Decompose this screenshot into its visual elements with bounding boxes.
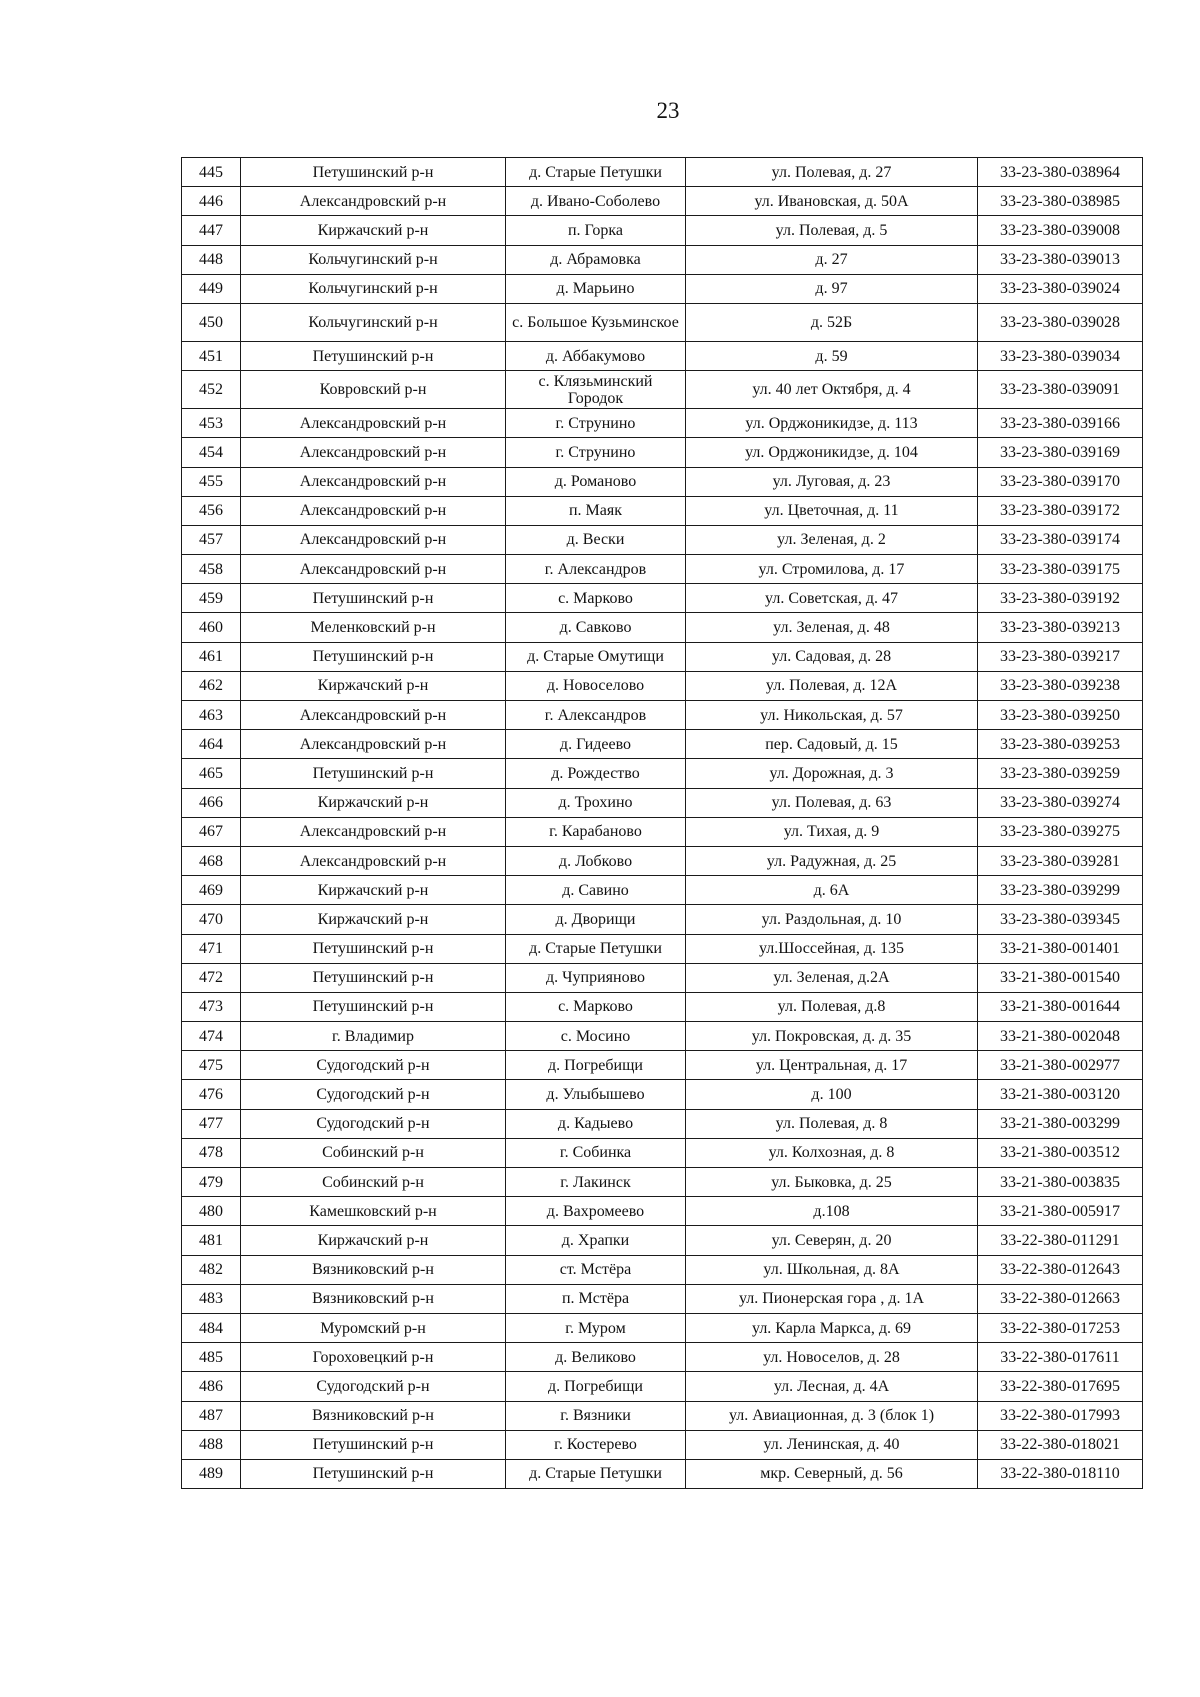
table-row <box>182 642 1143 671</box>
address-cell: ул. Школьная, д. 8А <box>686 1255 978 1284</box>
row-number-cell: 466 <box>182 788 241 817</box>
address-cell: ул. Новоселов, д. 28 <box>686 1343 978 1372</box>
cadastral-code-cell: 33-23-380-039274 <box>978 788 1143 817</box>
address-cell: ул. Ивановская, д. 50А <box>686 187 978 216</box>
district-cell: Камешковский р-н <box>241 1197 506 1226</box>
row-number-cell: 473 <box>182 992 241 1021</box>
settlement-cell: д. Вески <box>506 525 686 554</box>
address-cell: ул. Луговая, д. 23 <box>686 467 978 496</box>
table-row <box>182 341 1143 370</box>
row-number-cell: 448 <box>182 245 241 274</box>
district-cell: Петушинский р-н <box>241 341 506 370</box>
settlement-cell: д. Трохино <box>506 788 686 817</box>
row-number-cell: 463 <box>182 701 241 730</box>
settlement-cell: д. Старые Омутищи <box>506 642 686 671</box>
row-number-cell: 446 <box>182 187 241 216</box>
table-row <box>182 467 1143 496</box>
cadastral-code-cell: 33-22-380-012663 <box>978 1284 1143 1313</box>
cadastral-code-cell: 33-23-380-039259 <box>978 759 1143 788</box>
row-number-cell: 468 <box>182 846 241 875</box>
district-cell: Собинский р-н <box>241 1138 506 1167</box>
address-cell: д. 97 <box>686 274 978 303</box>
settlement-cell: г. Вязники <box>506 1401 686 1430</box>
row-number-cell: 482 <box>182 1255 241 1284</box>
settlement-cell: д. Дворищи <box>506 905 686 934</box>
district-cell: Судогодский р-н <box>241 1051 506 1080</box>
settlement-cell: г. Муром <box>506 1313 686 1342</box>
settlement-cell: с. Марково <box>506 992 686 1021</box>
row-number-cell: 447 <box>182 216 241 245</box>
address-cell: мкр. Северный, д. 56 <box>686 1459 978 1488</box>
row-number-cell: 487 <box>182 1401 241 1430</box>
settlement-cell: д. Храпки <box>506 1226 686 1255</box>
settlement-cell: г. Карабаново <box>506 817 686 846</box>
row-number-cell: 484 <box>182 1313 241 1342</box>
table-row <box>182 1168 1143 1197</box>
address-cell: ул. Колхозная, д. 8 <box>686 1138 978 1167</box>
row-number-cell: 453 <box>182 409 241 438</box>
settlement-cell: п. Мстёра <box>506 1284 686 1313</box>
row-number-cell: 461 <box>182 642 241 671</box>
cadastral-code-cell: 33-23-380-039299 <box>978 876 1143 905</box>
table-row <box>182 525 1143 554</box>
address-cell: ул. Зеленая, д. 2 <box>686 525 978 554</box>
table-row <box>182 1051 1143 1080</box>
table-row <box>182 158 1143 187</box>
table-row <box>182 438 1143 467</box>
settlement-cell: д. Чуприяново <box>506 963 686 992</box>
table-row <box>182 876 1143 905</box>
table-row <box>182 788 1143 817</box>
address-cell: ул. Полевая, д. 12А <box>686 671 978 700</box>
row-number-cell: 465 <box>182 759 241 788</box>
address-cell: ул. Тихая, д. 9 <box>686 817 978 846</box>
settlement-cell: д. Савино <box>506 876 686 905</box>
district-cell: Петушинский р-н <box>241 642 506 671</box>
settlement-cell: д. Улыбышево <box>506 1080 686 1109</box>
row-number-cell: 458 <box>182 555 241 584</box>
address-cell: ул. Пионерская гора , д. 1А <box>686 1284 978 1313</box>
district-cell: Александровский р-н <box>241 409 506 438</box>
address-cell: ул. Зеленая, д. 48 <box>686 613 978 642</box>
cadastral-code-cell: 33-22-380-011291 <box>978 1226 1143 1255</box>
district-cell: Александровский р-н <box>241 555 506 584</box>
table-row <box>182 1109 1143 1138</box>
address-cell: ул. Карла Маркса, д. 69 <box>686 1313 978 1342</box>
settlement-cell: д. Лобково <box>506 846 686 875</box>
settlement-cell: с. Мосино <box>506 1022 686 1051</box>
table-row <box>182 1459 1143 1488</box>
address-cell: ул. Покровская, д. д. 35 <box>686 1022 978 1051</box>
cadastral-code-cell: 33-22-380-018021 <box>978 1430 1143 1459</box>
district-cell: Киржачский р-н <box>241 1226 506 1255</box>
cadastral-code-cell: 33-23-380-039028 <box>978 303 1143 341</box>
settlement-cell: д. Романово <box>506 467 686 496</box>
table-row <box>182 1022 1143 1051</box>
cadastral-code-cell: 33-21-380-003120 <box>978 1080 1143 1109</box>
district-cell: Петушинский р-н <box>241 992 506 1021</box>
table-row <box>182 1313 1143 1342</box>
table-row <box>182 934 1143 963</box>
page-number: 23 <box>656 98 680 123</box>
row-number-cell: 462 <box>182 671 241 700</box>
table-row <box>182 846 1143 875</box>
row-number-cell: 477 <box>182 1109 241 1138</box>
cadastral-code-cell: 33-23-380-038964 <box>978 158 1143 187</box>
address-cell: ул. Полевая, д. 5 <box>686 216 978 245</box>
table-row <box>182 1401 1143 1430</box>
table-row <box>182 992 1143 1021</box>
settlement-cell: д. Савково <box>506 613 686 642</box>
district-cell: Киржачский р-н <box>241 788 506 817</box>
settlement-cell: д. Гидеево <box>506 730 686 759</box>
address-cell: ул. Авиационная, д. 3 (блок 1) <box>686 1401 978 1430</box>
settlement-cell: д. Рождество <box>506 759 686 788</box>
address-cell: ул. Раздольная, д. 10 <box>686 905 978 934</box>
row-number-cell: 474 <box>182 1022 241 1051</box>
cadastral-code-cell: 33-23-380-039345 <box>978 905 1143 934</box>
cadastral-code-cell: 33-22-380-018110 <box>978 1459 1143 1488</box>
row-number-cell: 478 <box>182 1138 241 1167</box>
cadastral-code-cell: 33-21-380-005917 <box>978 1197 1143 1226</box>
settlement-cell: с. Марково <box>506 584 686 613</box>
table-row <box>182 1197 1143 1226</box>
address-cell: ул. Северян, д. 20 <box>686 1226 978 1255</box>
address-cell: д. 27 <box>686 245 978 274</box>
district-cell: Вязниковский р-н <box>241 1401 506 1430</box>
settlement-cell: д. Абрамовка <box>506 245 686 274</box>
registry-table-body <box>182 158 1143 1489</box>
district-cell: Меленковский р-н <box>241 613 506 642</box>
table-row <box>182 817 1143 846</box>
table-row <box>182 671 1143 700</box>
settlement-cell: д. Вахромеево <box>506 1197 686 1226</box>
table-row <box>182 759 1143 788</box>
address-cell: ул. Дорожная, д. 3 <box>686 759 978 788</box>
row-number-cell: 445 <box>182 158 241 187</box>
cadastral-code-cell: 33-23-380-039091 <box>978 371 1143 409</box>
district-cell: Петушинский р-н <box>241 584 506 613</box>
row-number-cell: 486 <box>182 1372 241 1401</box>
row-number-cell: 488 <box>182 1430 241 1459</box>
district-cell: Александровский р-н <box>241 701 506 730</box>
district-cell: Александровский р-н <box>241 846 506 875</box>
settlement-cell: ст. Мстёра <box>506 1255 686 1284</box>
cadastral-code-cell: 33-23-380-039169 <box>978 438 1143 467</box>
cadastral-code-cell: 33-21-380-002048 <box>978 1022 1143 1051</box>
settlement-cell: д. Новоселово <box>506 671 686 700</box>
cadastral-code-cell: 33-23-380-039170 <box>978 467 1143 496</box>
cadastral-code-cell: 33-23-380-039250 <box>978 701 1143 730</box>
table-row <box>182 613 1143 642</box>
cadastral-code-cell: 33-23-380-039253 <box>978 730 1143 759</box>
table-row <box>182 1430 1143 1459</box>
row-number-cell: 452 <box>182 371 241 409</box>
district-cell: Кольчугинский р-н <box>241 303 506 341</box>
district-cell: Александровский р-н <box>241 467 506 496</box>
row-number-cell: 475 <box>182 1051 241 1080</box>
table-row <box>182 1372 1143 1401</box>
table-row <box>182 245 1143 274</box>
address-cell: д. 52Б <box>686 303 978 341</box>
table-row <box>182 905 1143 934</box>
cadastral-code-cell: 33-23-380-039281 <box>978 846 1143 875</box>
row-number-cell: 451 <box>182 341 241 370</box>
row-number-cell: 467 <box>182 817 241 846</box>
cadastral-code-cell: 33-21-380-001401 <box>978 934 1143 963</box>
settlement-cell: г. Струнино <box>506 409 686 438</box>
district-cell: Киржачский р-н <box>241 876 506 905</box>
district-cell: Кольчугинский р-н <box>241 274 506 303</box>
row-number-cell: 470 <box>182 905 241 934</box>
table-row <box>182 1255 1143 1284</box>
cadastral-code-cell: 33-23-380-039238 <box>978 671 1143 700</box>
district-cell: Александровский р-н <box>241 187 506 216</box>
address-cell: ул. Никольская, д. 57 <box>686 701 978 730</box>
settlement-cell: г. Лакинск <box>506 1168 686 1197</box>
district-cell: Вязниковский р-н <box>241 1255 506 1284</box>
district-cell: Петушинский р-н <box>241 759 506 788</box>
cadastral-code-cell: 33-22-380-017611 <box>978 1343 1143 1372</box>
table-row <box>182 216 1143 245</box>
address-cell: ул. Полевая, д.8 <box>686 992 978 1021</box>
address-cell: ул. Полевая, д. 63 <box>686 788 978 817</box>
address-cell: ул. Советская, д. 47 <box>686 584 978 613</box>
cadastral-code-cell: 33-23-380-039008 <box>978 216 1143 245</box>
row-number-cell: 481 <box>182 1226 241 1255</box>
district-cell: Муромский р-н <box>241 1313 506 1342</box>
row-number-cell: 469 <box>182 876 241 905</box>
address-cell: ул. Орджоникидзе, д. 104 <box>686 438 978 467</box>
address-cell: ул. Быковка, д. 25 <box>686 1168 978 1197</box>
district-cell: Александровский р-н <box>241 525 506 554</box>
district-cell: Киржачский р-н <box>241 216 506 245</box>
row-number-cell: 457 <box>182 525 241 554</box>
settlement-cell: д. Кадыево <box>506 1109 686 1138</box>
address-cell: ул. Лесная, д. 4А <box>686 1372 978 1401</box>
row-number-cell: 456 <box>182 496 241 525</box>
table-row <box>182 1343 1143 1372</box>
address-cell: ул. Центральная, д. 17 <box>686 1051 978 1080</box>
address-cell: д. 6А <box>686 876 978 905</box>
table-row <box>182 584 1143 613</box>
settlement-cell: д. Погребищи <box>506 1051 686 1080</box>
row-number-cell: 449 <box>182 274 241 303</box>
settlement-cell: п. Маяк <box>506 496 686 525</box>
cadastral-code-cell: 33-21-380-001540 <box>978 963 1143 992</box>
cadastral-code-cell: 33-23-380-039192 <box>978 584 1143 613</box>
row-number-cell: 489 <box>182 1459 241 1488</box>
table-row <box>182 730 1143 759</box>
address-cell: д. 59 <box>686 341 978 370</box>
cadastral-code-cell: 33-22-380-017993 <box>978 1401 1143 1430</box>
district-cell: Собинский р-н <box>241 1168 506 1197</box>
cadastral-code-cell: 33-22-380-012643 <box>978 1255 1143 1284</box>
cadastral-code-cell: 33-23-380-039013 <box>978 245 1143 274</box>
district-cell: Александровский р-н <box>241 730 506 759</box>
cadastral-code-cell: 33-21-380-002977 <box>978 1051 1143 1080</box>
settlement-cell: п. Горка <box>506 216 686 245</box>
district-cell: Судогодский р-н <box>241 1109 506 1138</box>
table-row <box>182 274 1143 303</box>
district-cell: Александровский р-н <box>241 817 506 846</box>
district-cell: Кольчугинский р-н <box>241 245 506 274</box>
address-cell: ул. Цветочная, д. 11 <box>686 496 978 525</box>
row-number-cell: 485 <box>182 1343 241 1372</box>
district-cell: Вязниковский р-н <box>241 1284 506 1313</box>
row-number-cell: 459 <box>182 584 241 613</box>
table-row <box>182 701 1143 730</box>
address-cell: ул. Зеленая, д.2А <box>686 963 978 992</box>
address-cell: ул. Полевая, д. 8 <box>686 1109 978 1138</box>
cadastral-code-cell: 33-23-380-039034 <box>978 341 1143 370</box>
row-number-cell: 471 <box>182 934 241 963</box>
address-cell: д. 100 <box>686 1080 978 1109</box>
district-cell: Петушинский р-н <box>241 1430 506 1459</box>
settlement-cell: д. Старые Петушки <box>506 1459 686 1488</box>
row-number-cell: 455 <box>182 467 241 496</box>
cadastral-code-cell: 33-23-380-039213 <box>978 613 1143 642</box>
address-cell: ул.Шоссейная, д. 135 <box>686 934 978 963</box>
row-number-cell: 483 <box>182 1284 241 1313</box>
row-number-cell: 454 <box>182 438 241 467</box>
table-row <box>182 1080 1143 1109</box>
settlement-cell: д. Старые Петушки <box>506 158 686 187</box>
district-cell: Ковровский р-н <box>241 371 506 409</box>
settlement-cell: д. Аббакумово <box>506 341 686 370</box>
settlement-cell: д. Старые Петушки <box>506 934 686 963</box>
settlement-cell: д. Погребищи <box>506 1372 686 1401</box>
cadastral-code-cell: 33-21-380-003299 <box>978 1109 1143 1138</box>
address-cell: пер. Садовый, д. 15 <box>686 730 978 759</box>
row-number-cell: 472 <box>182 963 241 992</box>
district-cell: Александровский р-н <box>241 438 506 467</box>
address-cell: ул. Полевая, д. 27 <box>686 158 978 187</box>
cadastral-code-cell: 33-23-380-039166 <box>978 409 1143 438</box>
table-row <box>182 409 1143 438</box>
district-cell: Александровский р-н <box>241 496 506 525</box>
address-cell: д.108 <box>686 1197 978 1226</box>
row-number-cell: 460 <box>182 613 241 642</box>
district-cell: Киржачский р-н <box>241 905 506 934</box>
table-row <box>182 303 1143 341</box>
address-cell: ул. Радужная, д. 25 <box>686 846 978 875</box>
district-cell: Петушинский р-н <box>241 934 506 963</box>
cadastral-code-cell: 33-23-380-039024 <box>978 274 1143 303</box>
table-row <box>182 371 1143 409</box>
district-cell: Судогодский р-н <box>241 1372 506 1401</box>
row-number-cell: 476 <box>182 1080 241 1109</box>
settlement-cell: д. Марьино <box>506 274 686 303</box>
district-cell: Петушинский р-н <box>241 1459 506 1488</box>
cadastral-code-cell: 33-22-380-017253 <box>978 1313 1143 1342</box>
row-number-cell: 479 <box>182 1168 241 1197</box>
settlement-cell: д. Ивано-Соболево <box>506 187 686 216</box>
cadastral-code-cell: 33-23-380-039175 <box>978 555 1143 584</box>
cadastral-code-cell: 33-23-380-038985 <box>978 187 1143 216</box>
district-cell: Петушинский р-н <box>241 158 506 187</box>
table-row <box>182 1226 1143 1255</box>
address-cell: ул. Орджоникидзе, д. 113 <box>686 409 978 438</box>
cadastral-code-cell: 33-23-380-039172 <box>978 496 1143 525</box>
district-cell: Киржачский р-н <box>241 671 506 700</box>
cadastral-code-cell: 33-21-380-003835 <box>978 1168 1143 1197</box>
settlement-cell: г. Костерево <box>506 1430 686 1459</box>
address-cell: ул. Ленинская, д. 40 <box>686 1430 978 1459</box>
district-cell: Петушинский р-н <box>241 963 506 992</box>
row-number-cell: 450 <box>182 303 241 341</box>
table-row <box>182 496 1143 525</box>
registry-table <box>181 157 1143 1489</box>
settlement-cell: с. Большое Кузьминское <box>506 303 686 341</box>
table-row <box>182 187 1143 216</box>
district-cell: Гороховецкий р-н <box>241 1343 506 1372</box>
table-row <box>182 1284 1143 1313</box>
row-number-cell: 480 <box>182 1197 241 1226</box>
cadastral-code-cell: 33-22-380-017695 <box>978 1372 1143 1401</box>
cadastral-code-cell: 33-23-380-039174 <box>978 525 1143 554</box>
table-row <box>182 963 1143 992</box>
cadastral-code-cell: 33-23-380-039217 <box>978 642 1143 671</box>
cadastral-code-cell: 33-21-380-003512 <box>978 1138 1143 1167</box>
row-number-cell: 464 <box>182 730 241 759</box>
address-cell: ул. Садовая, д. 28 <box>686 642 978 671</box>
address-cell: ул. Стромилова, д. 17 <box>686 555 978 584</box>
district-cell: Судогодский р-н <box>241 1080 506 1109</box>
settlement-cell: г. Александров <box>506 701 686 730</box>
table-row <box>182 555 1143 584</box>
cadastral-code-cell: 33-23-380-039275 <box>978 817 1143 846</box>
address-cell: ул. 40 лет Октября, д. 4 <box>686 371 978 409</box>
cadastral-code-cell: 33-21-380-001644 <box>978 992 1143 1021</box>
table-row <box>182 1138 1143 1167</box>
district-cell: г. Владимир <box>241 1022 506 1051</box>
settlement-cell: г. Александров <box>506 555 686 584</box>
settlement-cell: с. Клязьминский Городок <box>506 371 686 409</box>
settlement-cell: г. Струнино <box>506 438 686 467</box>
settlement-cell: д. Великово <box>506 1343 686 1372</box>
settlement-cell: г. Собинка <box>506 1138 686 1167</box>
